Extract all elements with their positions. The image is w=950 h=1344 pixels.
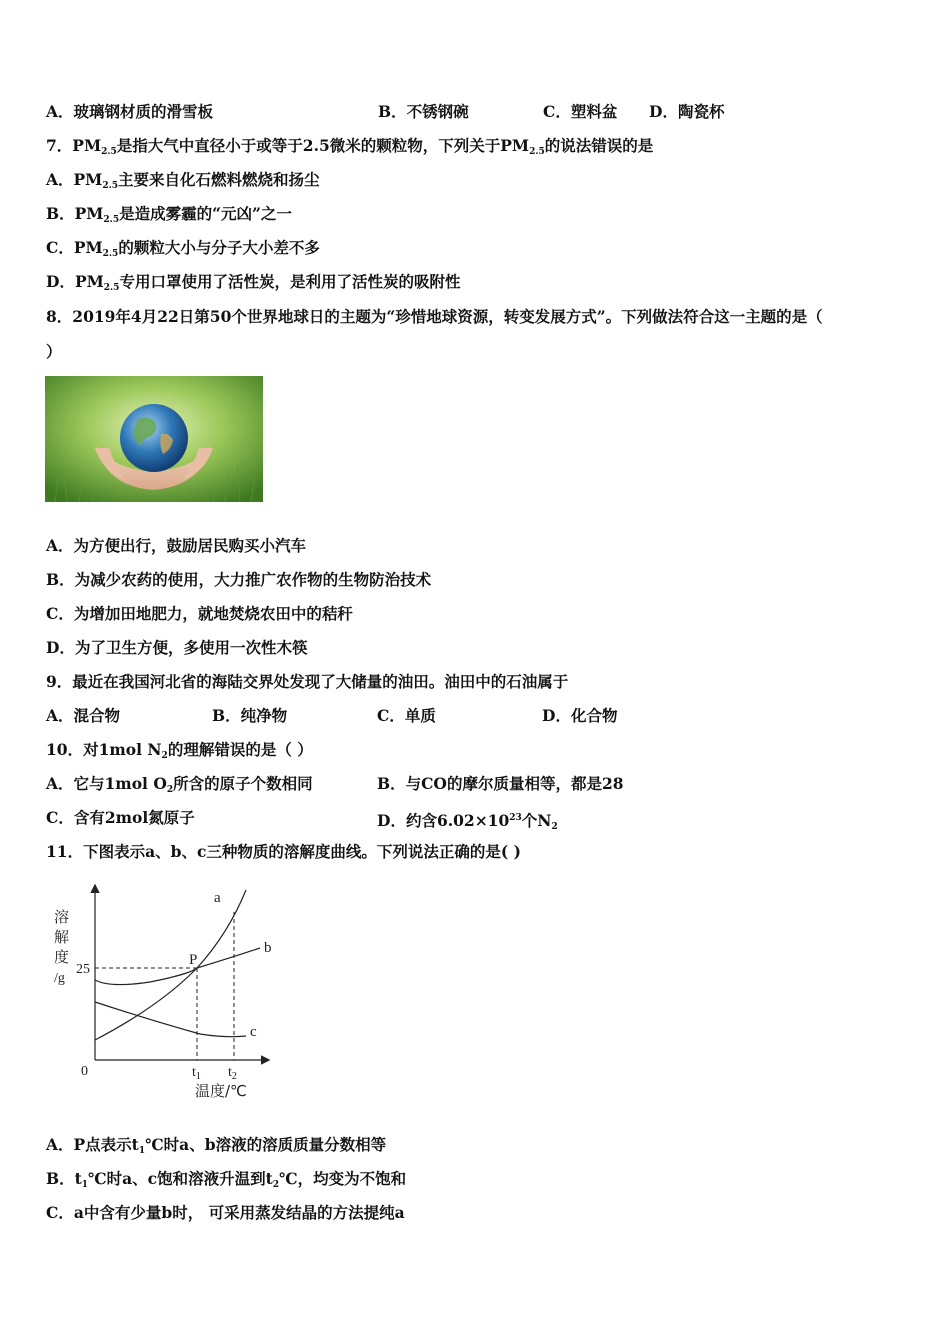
ylabel-char-4: /g	[54, 971, 65, 986]
q8-stem-end: ）	[46, 342, 62, 361]
q8-option-b: B．为减少农药的使用，大力推广农作物的生物防治技术	[46, 570, 432, 589]
curve-c	[95, 1002, 246, 1037]
solubility-chart-svg	[50, 878, 290, 1103]
origin-label: 0	[81, 1064, 88, 1079]
series-label-a: a	[214, 890, 221, 906]
q7-option-b: B．$PM_{2.5}$是造成雾霾的“元凶”之一	[46, 204, 292, 225]
x-tick-t2: $t_2$	[228, 1065, 237, 1082]
q9-option-c: C．单质	[377, 706, 436, 725]
series-label-b: b	[264, 940, 272, 956]
y-tick-label: 25	[76, 962, 90, 977]
q9-stem: 9．最近在我国河北省的海陆交界处发现了大储量的油田。油田中的石油属于	[46, 672, 569, 691]
series-label-c: c	[250, 1024, 257, 1040]
q6-option-a: A．玻璃钢材质的滑雪板	[46, 102, 214, 121]
q10-option-d: D．约含$6.02\times 10^{23}$个$N_2$	[377, 811, 558, 832]
q9-option-a: A．混合物	[46, 706, 121, 725]
q6-option-c: C．塑料盆	[543, 102, 618, 121]
q11-option-a: A．P点表示$t_1℃$时a、b溶液的溶质质量分数相等	[46, 1135, 387, 1156]
xlabel: 温度/℃	[195, 1082, 247, 1100]
q9-option-d: D．化合物	[542, 706, 618, 725]
curve-a	[95, 890, 246, 1040]
q7-stem: 7．$PM_{2.5}$是指大气中直径小于或等于2.5微米的颗粒物，下列关于$PM_{2.5}$的说法错误的是	[46, 136, 654, 157]
x-tick-t1: $t_1$	[192, 1065, 201, 1082]
q10-option-b: B．与CO的摩尔质量相等，都是28	[377, 774, 624, 793]
ylabel-char-2: 解	[54, 930, 70, 946]
q10-stem: 10．对1mol $N_2$的理解错误的是（ ）	[46, 740, 313, 761]
solubility-chart	[50, 878, 290, 1103]
curve-b	[95, 948, 260, 985]
q6-option-b: B．不锈钢碗	[378, 102, 469, 121]
q11-option-b: B．$t_1℃$时a、c饱和溶液升温到$t_2℃$，均变为不饱和	[46, 1169, 407, 1190]
q11-option-c: C．a中含有少量b时， 可采用蒸发结晶的方法提纯a	[46, 1203, 405, 1222]
ylabel-char-3: 度	[54, 950, 70, 966]
q8-stem: 8．2019年4月22日第50个世界地球日的主题为“珍惜地球资源，转变发展方式”。下列做法符合这一主题的是（	[46, 307, 823, 326]
q8-option-a: A．为方便出行，鼓励居民购买小汽车	[46, 536, 307, 555]
q10-option-a: A．它与1mol $O_2$所含的原子个数相同	[46, 774, 313, 795]
q7-option-a: A．$PM_{2.5}$主要来自化石燃料燃烧和扬尘	[46, 170, 320, 191]
q9-option-b: B．纯净物	[212, 706, 288, 725]
q8-option-c: C．为增加田地肥力，就地焚烧农田中的秸秆	[46, 604, 353, 623]
earth-in-hands-image	[45, 376, 263, 502]
q7-option-d: D．$PM_{2.5}$专用口罩使用了活性炭，是利用了活性炭的吸附性	[46, 272, 461, 293]
earth-illustration	[45, 376, 263, 502]
q11-stem: 11．下图表示a、b、c三种物质的溶解度曲线。下列说法正确的是( )	[46, 842, 521, 861]
point-label: P	[189, 952, 198, 968]
q10-option-c: C．含有2mol氮原子	[46, 808, 195, 827]
q7-option-c: C．$PM_{2.5}$的颗粒大小与分子大小差不多	[46, 238, 320, 259]
ylabel-char-1: 溶	[54, 910, 70, 926]
q6-option-d: D．陶瓷杯	[649, 102, 725, 121]
q8-option-d: D．为了卫生方便，多使用一次性木筷	[46, 638, 308, 657]
